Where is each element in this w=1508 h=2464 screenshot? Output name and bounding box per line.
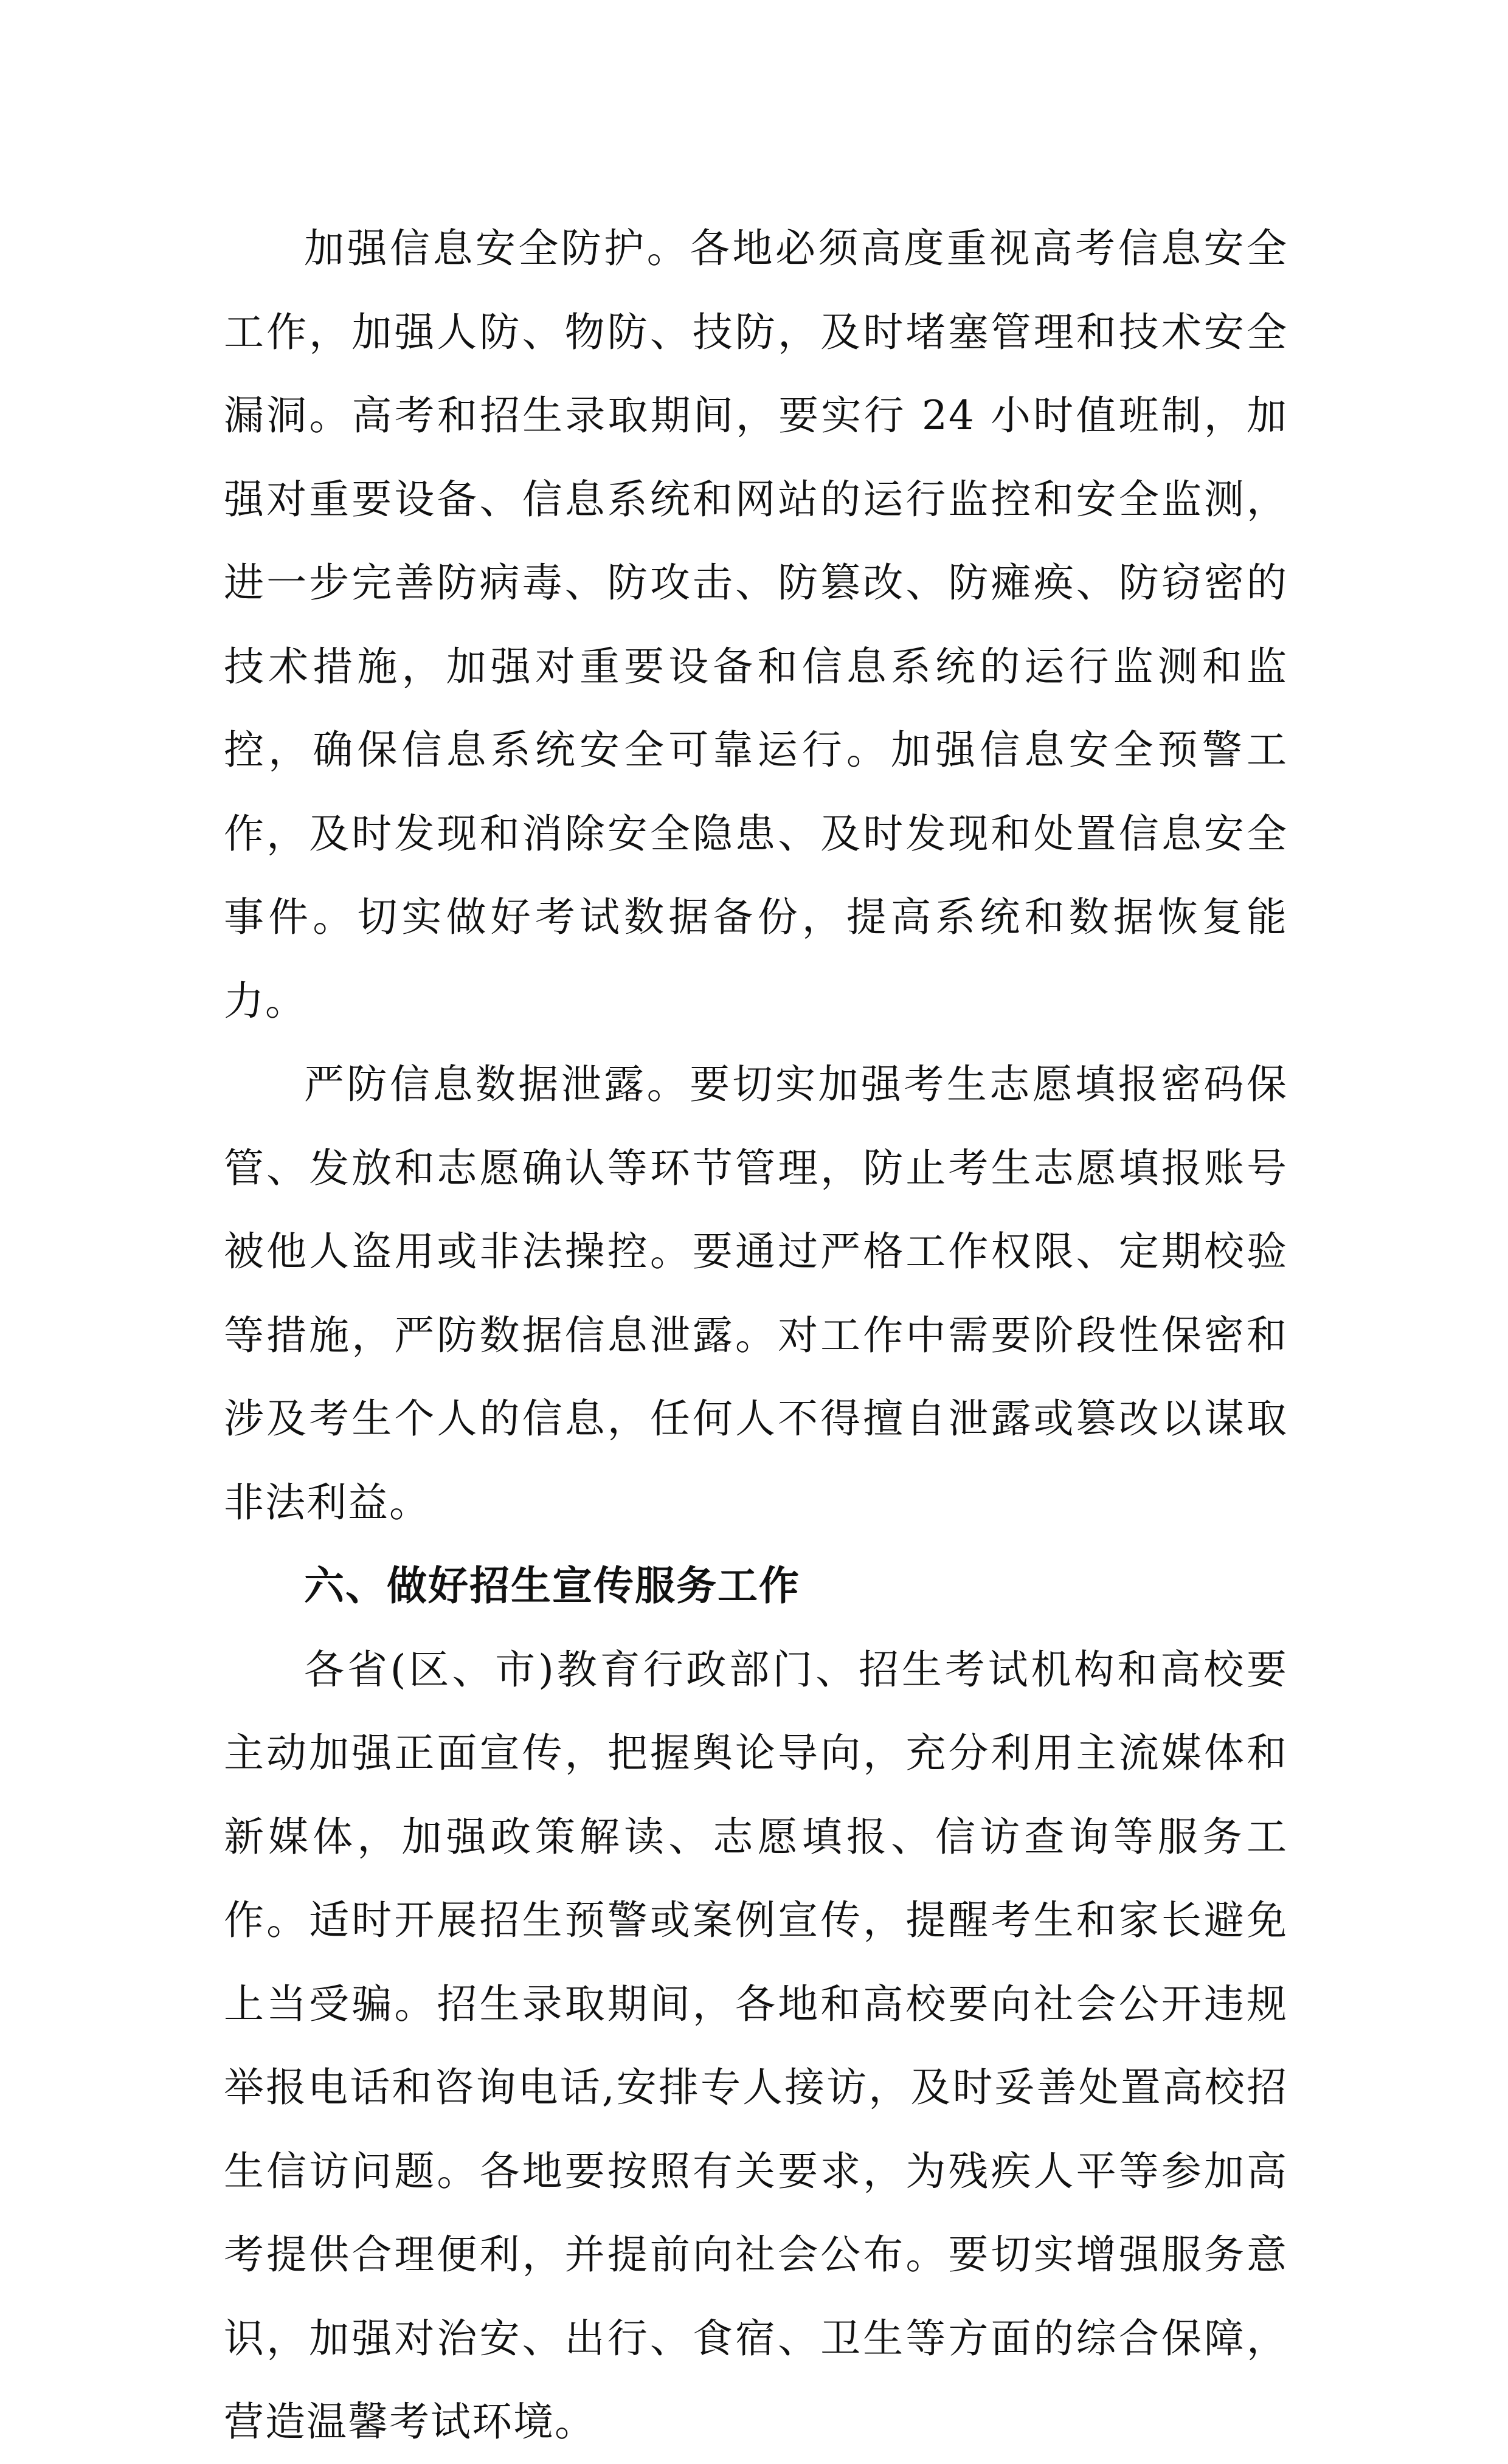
section-heading: 六、做好招生宣传服务工作 <box>304 1562 800 1609</box>
document-body <box>224 207 1288 2464</box>
paragraph-publicity-service: 各省(区、市)教育行政部门、招生考试机构和高校要主动加强正面宣传，把握舆论导向，充分利用主流媒体和新媒体，加强政策解读、志愿填报、信访查询等服务工作。适时开展招生预警或案例宣传，提醒考生和家长避免上当受骗。招生录取期间，各地和高校要向社会公开违规举报电话和咨询电话,安排专人接访，及时妥善处置高校招生信访问题。各地要按照有关要求，为残疾人平等参加高考提供合理便利，并提前向社会公布。要切实增强服务意识，加强对治安、出行、食宿、卫生等方面的综合保障，营造温馨考试环境。 <box>224 1646 1288 2445</box>
paragraph-data-leak-prevention: 严防信息数据泄露。要切实加强考生志愿填报密码保管、发放和志愿确认等环节管理，防止考生志愿填报账号被他人盗用或非法操控。要通过严格工作权限、定期校验等措施，严防数据信息泄露。对工作中需要阶段性保密和涉及考生个人的信息，任何人不得擅自泄露或篡改以谋取非法利益。 <box>224 1061 1288 1526</box>
paragraph-info-security: 加强信息安全防护。各地必须高度重视高考信息安全工作，加强人防、物防、技防，及时堵塞管理和技术安全漏洞。高考和招生录取期间，要实行 24 小时值班制，加强对重要设备、信息系统和网站的运行监控和安全监测，进一步完善防病毒、防攻击、防篡改、防瘫痪、防窃密的技术措施，加强对重要设备和信息系统的运行监测和监控，确保信息系统安全可靠运行。加强信息安全预警工作，及时发现和消除安全隐患、及时发现和处置信息安全事件。切实做好考试数据备份，提高系统和数据恢复能力。 <box>224 225 1288 1024</box>
